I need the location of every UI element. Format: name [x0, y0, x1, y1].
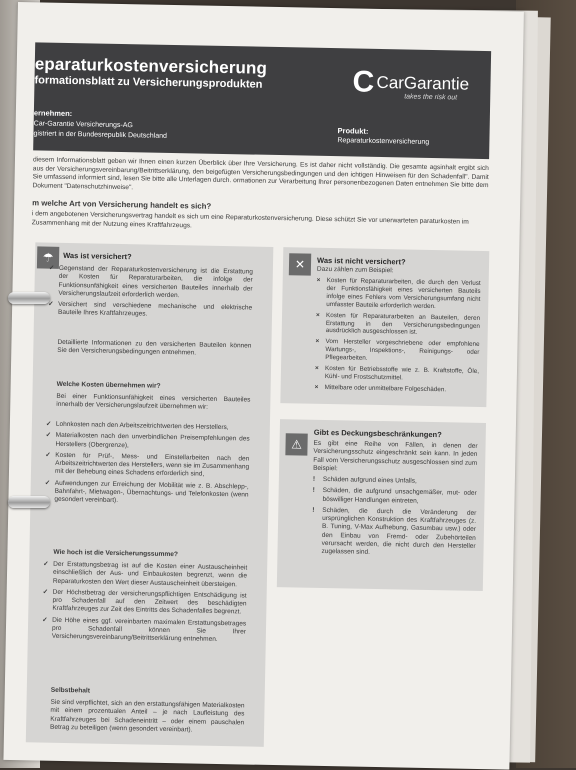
- check-icon: ✓: [45, 451, 51, 459]
- check-icon: ✓: [45, 420, 52, 428]
- not-insured-list: [315, 277, 481, 398]
- check-icon: ✓: [48, 264, 55, 272]
- list-item: ✓ Materialkosten nach den unverbindlichen Preisempfehlungen des Herstellers (Obergrenze),: [45, 431, 250, 449]
- company-name: Car-Garantie Versicherungs-AG: [33, 120, 133, 130]
- binder-ring-bottom: [8, 496, 50, 508]
- intro-text: diesem Informationsblatt geben wir Ihnen einen kurzen Überblick über Ihre Versicherung. Es ist daher nicht vollständig. Die gesamte agsinhalt ergibt sich aus der Versicherungsvereinbarung/Beitrittserklärung, den beigefügten Versicherungsbedingungen und den ichtigen Hinweisen für den Schadenfall". Damit Sie umfassend informiert sind, lesen Sie bitte alle Unterlagen durch. ormationen zur Verarbeitung Ihrer personenbezogenen Daten entnehmen Sie bitte dem Dokument "Datenschutzhinweise".: [32, 156, 489, 191]
- amount-heading: Wie hoch ist die Versicherungssumme?: [53, 548, 179, 559]
- deductible-text: Sie sind verpflichtet, sich an den erstattungsfähigen Materialkosten mit einem prozentualen Anteil – je nach Laufleistung des Kraftfahrzeuges bei Schadeneintritt – oder einem pauschalen Betrag zu beteiligen (wenn gesondert vereinbart).: [50, 698, 245, 734]
- insured-details: Detaillierte Informationen zu den versicherten Bauteilen können Sie den Versicherungsbedingungen entnehmen.: [57, 338, 252, 357]
- not-insured-box: [280, 247, 489, 407]
- list-item: ! Schäden aufgrund eines Unfalls,: [312, 475, 417, 485]
- cargarantie-logo: [352, 66, 483, 108]
- logo-tagline: takes the risk out: [404, 93, 458, 102]
- logo-name: CarGarantie: [376, 72, 470, 94]
- cross-icon: ×: [315, 311, 320, 319]
- check-icon: ✓: [48, 300, 54, 308]
- cross-icon: ×: [315, 338, 320, 346]
- document-title: eparaturkostenversicherung: [34, 54, 268, 78]
- logo-mark-icon: C: [352, 65, 375, 99]
- list-item: ✓ Gegenstand der Reparaturkostenversicherung ist die Erstattung der Kosten für Reparaturarbeiten, die infolge der Funktionsunfähigkeit eines versicherten Bauteiles innerhalb der Versicherungslaufzeit erforderlich werden.: [48, 264, 253, 300]
- list-item: × Mittelbare oder unmittelbare Folgeschäden.: [314, 383, 447, 394]
- costs-list: [44, 421, 250, 512]
- list-item: ✓ Lohnkosten nach den Arbeitszeitrichtwerten des Herstellers,: [45, 420, 229, 432]
- exclamation-icon: !: [312, 487, 315, 495]
- list-item: ✓ Der Erstattungsbetrag ist auf die Kosten einer Austauscheinheit einschließlich der Aus- und Einbaukosten begrenzt, wenn die Reparaturkosten den Wert dieser Austauscheinheit übersteigen.: [43, 560, 248, 588]
- cross-icon: ×: [316, 276, 321, 284]
- list-item: ✓ Der Höchstbetrag der versicherungspflichtigen Entschädigung ist pro Schadenfall auf den Zeitwert des beschädigten Kraftfahrzeuges zur Zeit des Eintritts des Schadenfalles begrenzt.: [42, 588, 247, 616]
- insured-box: [26, 242, 274, 746]
- list-item: ✓ Aufwendungen zur Erreichung der Mobilität wie z. B. Abschlepp-, Bahnfahrt-, Mietwagen-, Übernachtungs- und Telefonkosten (wenn gesondert vereinbart).: [44, 479, 249, 505]
- exclamation-icon: !: [312, 475, 316, 483]
- restrictions-title: Gibt es Deckungsbeschränkungen?: [313, 427, 442, 440]
- product-label: Produkt:: [337, 126, 369, 136]
- costs-intro: Bei einer Funktionsunfähigkeit eines versicherten Bauteiles innerhalb der Versicherungslaufzeit übernehmen wir:: [56, 392, 251, 412]
- list-item: ✓ Kosten für Prüf-, Mess- und Einstellarbeiten nach den Arbeitszeitrichtwerten des Herstellers, wenn sie im Zusammenhang mit der Behebung eines Schadens erforderlich sind,: [45, 451, 250, 479]
- type-text: i dem angebotenen Versicherungsvertrag handelt es sich um eine Reparaturkostenversicherung. Diese schützt Sie vor unerwarteten paraturkosten im Zusammenhang mit der Nutzung eines Kraftfahrzeugs.: [31, 210, 469, 229]
- list-item: × Kosten für Reparaturarbeiten an Bauteilen, deren Erstattung in den Versicherungsbedingungen ausdrücklich ausgeschlossen ist.: [315, 311, 481, 337]
- company-label: ernehmen:: [33, 108, 73, 119]
- check-icon: ✓: [43, 560, 49, 568]
- list-item: ! Schäden, die aufgrund unsachgemäßer, mut- oder böswilliger Handlungen eintreten,: [312, 487, 477, 505]
- list-item: ✓ Versichert sind verschiedene mechanische und elektrische Bauteile Ihres Kraftfahrzeuges.: [48, 300, 253, 319]
- company-registration: gistriert in der Bundesrepublik Deutschland: [33, 130, 167, 140]
- not-insured-intro: Dazu zählen zum Beispiel:: [316, 265, 394, 275]
- document-header: [33, 42, 491, 159]
- exclamation-icon: !: [312, 506, 315, 514]
- warning-icon: ⚠: [285, 433, 307, 455]
- amount-list: [42, 561, 248, 649]
- list-item: × Vom Hersteller vorgeschriebene oder empfohlene Wartungs-, Inspektions-, Reinigungs- oder Pflegearbeiten.: [315, 338, 480, 362]
- restrictions-box: [277, 419, 486, 591]
- document-subtitle: formationsblatt zu Versicherungsprodukten: [34, 74, 263, 91]
- restrictions-list: [311, 476, 477, 563]
- binder-ring-top: [8, 292, 50, 304]
- insured-list: [48, 265, 253, 325]
- product-value: Reparaturkostenversicherung: [337, 137, 430, 146]
- check-icon: ✓: [42, 588, 49, 596]
- document-page: [3, 2, 523, 770]
- list-item: × Kosten für Reparaturarbeiten, die durch den Verlust der Funktionsfähigkeit eines versicherten Bauteils infolge eines Fehlers vom Versicherungsumfang nicht umfasster Bauteile erforderlich werden.: [316, 276, 481, 310]
- restrictions-intro: Es gibt eine Reihe von Fällen, in denen der Versicherungsschutz eingeschränkt sein kann. In jeden Fall vom Versicherungsschutz ausgeschlossen sind zum Beispiel:: [313, 439, 478, 473]
- check-icon: ✓: [45, 431, 52, 440]
- costs-heading: Welche Kosten übernehmen wir?: [56, 380, 161, 390]
- insured-title: Was ist versichert?: [63, 250, 132, 262]
- type-heading: m welche Art von Versicherung handelt es sich?: [32, 198, 212, 211]
- deductible-heading: Selbstbehalt: [50, 686, 91, 695]
- list-item: ! Schäden, die durch die Veränderung der ursprünglichen Konstruktion des Kraftfahrzeuges (z. B. Tuning, V-Max Aufhebung, Gasumbau usw.) oder den Einbau von Fremd- oder Zubehörteilen verursacht werden, die nicht durch den Hersteller zugelassen sind.: [312, 506, 477, 557]
- warning-cross-icon: ✕: [289, 253, 311, 275]
- cross-icon: ×: [314, 364, 319, 372]
- umbrella-icon: ☂: [37, 246, 59, 268]
- not-insured-title: Was ist nicht versichert?: [317, 255, 406, 267]
- list-item: ✓ Die Höhe eines ggf. vereinbarten maximalen Erstattungsbetrages pro Schadenfall können Sie Ihrer Versicherungsvereinbarung/Beitrittserklärung entnehmen.: [42, 616, 247, 644]
- check-icon: ✓: [42, 616, 48, 624]
- cross-icon: ×: [314, 383, 319, 391]
- list-item: × Kosten für Betriebsstoffe wie z. B. Kraftstoffe, Öle, Kühl- und Frostschutzmittel.: [314, 364, 480, 382]
- check-icon: ✓: [44, 479, 51, 487]
